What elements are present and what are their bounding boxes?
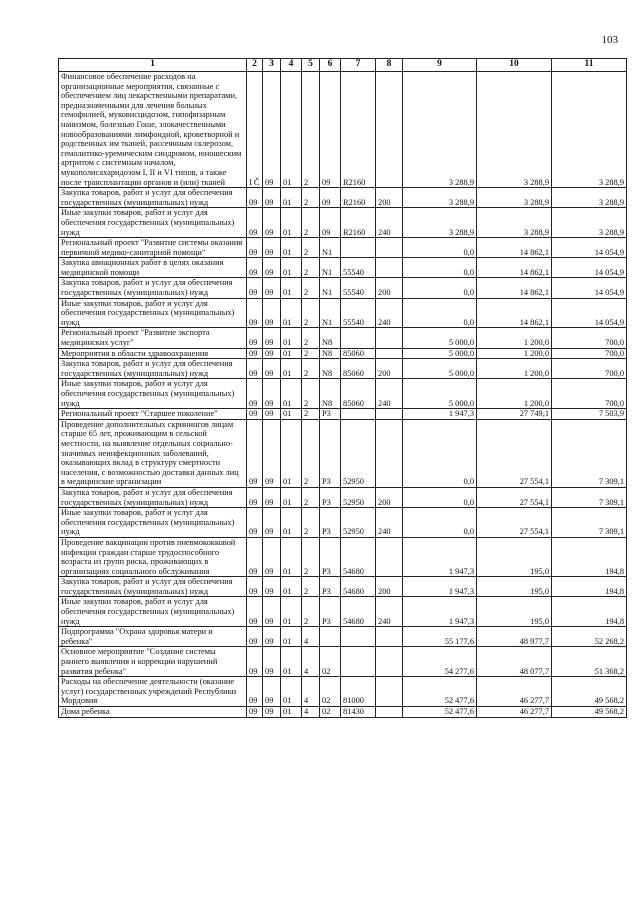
table-row bbox=[59, 508, 627, 538]
code-cell: 09 bbox=[320, 188, 341, 208]
row-name-cell: Иные закупки товаров, работ и услуг для обеспечения государственных (муниципальных) нужд bbox=[59, 379, 247, 409]
code-cell: 55540 bbox=[341, 298, 376, 328]
row-name-cell: Закупка товаров, работ и услуг для обеспечения государственных (муниципальных) нужд bbox=[59, 577, 247, 597]
amount-cell: 48 977,7 bbox=[477, 627, 552, 647]
amount-cell: 194,8 bbox=[552, 597, 627, 627]
code-cell: 09 bbox=[247, 537, 263, 576]
row-name-cell: Закупка авиационных работ в целях оказания медицинской помощи bbox=[59, 258, 247, 278]
column-header: 9 bbox=[403, 59, 477, 72]
code-cell: I Č bbox=[247, 72, 263, 188]
amount-cell: 195,0 bbox=[477, 537, 552, 576]
code-cell: N8 bbox=[320, 348, 341, 359]
code-cell: 2 bbox=[302, 348, 320, 359]
amount-cell: 14 862,1 bbox=[477, 258, 552, 278]
amount-cell: 0,0 bbox=[403, 278, 477, 298]
code-cell: 01 bbox=[281, 379, 302, 409]
code-cell bbox=[376, 647, 403, 677]
amount-cell: 0,0 bbox=[403, 487, 477, 507]
table-header-row bbox=[59, 59, 627, 72]
amount-cell: 3 288,9 bbox=[403, 72, 477, 188]
amount-cell: 3 288,9 bbox=[552, 208, 627, 238]
code-cell: 09 bbox=[247, 707, 263, 718]
code-cell: P3 bbox=[320, 508, 341, 538]
column-header: 2 bbox=[247, 59, 263, 72]
column-header: 5 bbox=[302, 59, 320, 72]
amount-cell: 48 077,7 bbox=[477, 647, 552, 677]
table-row bbox=[59, 238, 627, 258]
code-cell: 09 bbox=[263, 348, 281, 359]
code-cell bbox=[376, 627, 403, 647]
amount-cell: 27 749,1 bbox=[477, 409, 552, 420]
code-cell: 240 bbox=[376, 298, 403, 328]
code-cell: 09 bbox=[247, 647, 263, 677]
amount-cell: 0,0 bbox=[403, 419, 477, 487]
code-cell: N1 bbox=[320, 298, 341, 328]
code-cell: 01 bbox=[281, 328, 302, 348]
amount-cell: 14 054,9 bbox=[552, 258, 627, 278]
code-cell: 54680 bbox=[341, 577, 376, 597]
code-cell: 81430 bbox=[341, 707, 376, 718]
code-cell: 240 bbox=[376, 208, 403, 238]
row-name-cell: Расходы на обеспечение деятельности (оказание услуг) государственных учреждений Республики Мордовия bbox=[59, 677, 247, 707]
code-cell: 01 bbox=[281, 537, 302, 576]
code-cell: P3 bbox=[320, 409, 341, 420]
table-row bbox=[59, 409, 627, 420]
table-row bbox=[59, 258, 627, 278]
code-cell: 09 bbox=[247, 208, 263, 238]
row-name-cell: Иные закупки товаров, работ и услуг для обеспечения государственных (муниципальных) нужд bbox=[59, 597, 247, 627]
table-row bbox=[59, 597, 627, 627]
row-name-cell: Региональный проект "Развитие системы оказания первичной медико-санитарной помощи" bbox=[59, 238, 247, 258]
code-cell: 09 bbox=[247, 577, 263, 597]
code-cell: 09 bbox=[263, 487, 281, 507]
code-cell: 09 bbox=[247, 379, 263, 409]
code-cell: 09 bbox=[247, 238, 263, 258]
code-cell: P3 bbox=[320, 537, 341, 576]
code-cell: 01 bbox=[281, 72, 302, 188]
code-cell: 01 bbox=[281, 577, 302, 597]
code-cell: 09 bbox=[263, 278, 281, 298]
code-cell: P3 bbox=[320, 419, 341, 487]
code-cell: N1 bbox=[320, 238, 341, 258]
code-cell: 09 bbox=[320, 208, 341, 238]
code-cell: 2 bbox=[302, 328, 320, 348]
amount-cell: 3 288,9 bbox=[477, 188, 552, 208]
code-cell: 09 bbox=[263, 72, 281, 188]
code-cell: 200 bbox=[376, 577, 403, 597]
amount-cell: 5 000,0 bbox=[403, 359, 477, 379]
code-cell: 2 bbox=[302, 379, 320, 409]
code-cell: 09 bbox=[263, 647, 281, 677]
code-cell: 200 bbox=[376, 188, 403, 208]
code-cell: P3 bbox=[320, 487, 341, 507]
code-cell: N1 bbox=[320, 278, 341, 298]
code-cell: 2 bbox=[302, 208, 320, 238]
table-row bbox=[59, 348, 627, 359]
code-cell: 09 bbox=[247, 298, 263, 328]
code-cell bbox=[341, 328, 376, 348]
amount-cell: 195,0 bbox=[477, 597, 552, 627]
row-name-cell: Иные закупки товаров, работ и услуг для обеспечения государственных (муниципальных) нужд bbox=[59, 208, 247, 238]
amount-cell: 194,8 bbox=[552, 537, 627, 576]
code-cell: 09 bbox=[247, 328, 263, 348]
amount-cell: 54 277,6 bbox=[403, 647, 477, 677]
code-cell bbox=[320, 627, 341, 647]
amount-cell: 7 309,1 bbox=[552, 508, 627, 538]
table-row bbox=[59, 359, 627, 379]
code-cell: 09 bbox=[247, 348, 263, 359]
code-cell bbox=[376, 238, 403, 258]
row-name-cell: Закупка товаров, работ и услуг для обеспечения государственных (муниципальных) нужд bbox=[59, 487, 247, 507]
amount-cell: 1 947,3 bbox=[403, 537, 477, 576]
code-cell: 52950 bbox=[341, 508, 376, 538]
code-cell: 85060 bbox=[341, 348, 376, 359]
code-cell: 01 bbox=[281, 298, 302, 328]
code-cell: 09 bbox=[263, 677, 281, 707]
code-cell bbox=[341, 647, 376, 677]
row-name-cell: Иные закупки товаров, работ и услуг для обеспечения государственных (муниципальных) нужд bbox=[59, 508, 247, 538]
amount-cell: 1 200,0 bbox=[477, 379, 552, 409]
amount-cell: 0,0 bbox=[403, 238, 477, 258]
code-cell: 09 bbox=[247, 258, 263, 278]
code-cell: 200 bbox=[376, 487, 403, 507]
code-cell: 85060 bbox=[341, 359, 376, 379]
code-cell bbox=[376, 348, 403, 359]
column-header: 8 bbox=[376, 59, 403, 72]
table-row bbox=[59, 72, 627, 188]
code-cell: 01 bbox=[281, 278, 302, 298]
code-cell: 02 bbox=[320, 707, 341, 718]
amount-cell: 52 477,6 bbox=[403, 707, 477, 718]
code-cell: 240 bbox=[376, 597, 403, 627]
code-cell: 09 bbox=[263, 359, 281, 379]
page-number: 103 bbox=[601, 34, 618, 46]
amount-cell: 1 200,0 bbox=[477, 359, 552, 379]
amount-cell: 3 288,9 bbox=[403, 208, 477, 238]
code-cell: 01 bbox=[281, 487, 302, 507]
amount-cell: 5 000,0 bbox=[403, 379, 477, 409]
amount-cell: 14 862,1 bbox=[477, 298, 552, 328]
amount-cell: 27 554,1 bbox=[477, 508, 552, 538]
code-cell: 09 bbox=[263, 238, 281, 258]
code-cell: 09 bbox=[247, 597, 263, 627]
code-cell: 09 bbox=[247, 487, 263, 507]
code-cell: 09 bbox=[263, 627, 281, 647]
amount-cell: 700,0 bbox=[552, 348, 627, 359]
row-name-cell: Закупка товаров, работ и услуг для обеспечения государственных (муниципальных) нужд bbox=[59, 359, 247, 379]
code-cell: 2 bbox=[302, 258, 320, 278]
row-name-cell: Закупка товаров, работ и услуг для обеспечения государственных (муниципальных) нужд bbox=[59, 188, 247, 208]
code-cell: 01 bbox=[281, 359, 302, 379]
code-cell bbox=[376, 707, 403, 718]
amount-cell: 1 947,3 bbox=[403, 597, 477, 627]
table-row bbox=[59, 577, 627, 597]
code-cell: 09 bbox=[263, 188, 281, 208]
code-cell: 2 bbox=[302, 409, 320, 420]
column-header: 7 bbox=[341, 59, 376, 72]
row-name-cell: Региональный проект "Развитие экспорта медицинских услуг" bbox=[59, 328, 247, 348]
amount-cell: 1 947,3 bbox=[403, 409, 477, 420]
table-row bbox=[59, 647, 627, 677]
code-cell: 01 bbox=[281, 508, 302, 538]
amount-cell: 5 000,0 bbox=[403, 348, 477, 359]
amount-cell: 49 568,2 bbox=[552, 677, 627, 707]
code-cell: P3 bbox=[320, 597, 341, 627]
table-row bbox=[59, 208, 627, 238]
code-cell bbox=[376, 409, 403, 420]
row-name-cell: Иные закупки товаров, работ и услуг для обеспечения государственных (муниципальных) нужд bbox=[59, 298, 247, 328]
amount-cell: 5 000,0 bbox=[403, 328, 477, 348]
row-name-cell: Финансовое обеспечение расходов на организационные мероприятия, связанные с обеспечением лиц лекарственными препаратами, предназначенными для лечения больных гемофилией, муковисцидозом, гипофизарным нанизмом, болезнью Гоше, злокачественными новообразованиями лимфоидной, кроветворной и родственных им тканей, рассеянным склерозом, гемолитико-уремическим синдромом, юношеским артритом с системным началом, мукополисахаридозом I, II и VI типов, а также после трансплантации органов и (или) тканей bbox=[59, 72, 247, 188]
amount-cell: 14 054,9 bbox=[552, 278, 627, 298]
amount-cell: 195,0 bbox=[477, 577, 552, 597]
column-header: 10 bbox=[477, 59, 552, 72]
table-row bbox=[59, 298, 627, 328]
code-cell: 09 bbox=[263, 419, 281, 487]
code-cell: 2 bbox=[302, 188, 320, 208]
code-cell: 01 bbox=[281, 188, 302, 208]
amount-cell: 700,0 bbox=[552, 359, 627, 379]
row-name-cell: Подпрограмма "Охрана здоровья матери и ребенка" bbox=[59, 627, 247, 647]
amount-cell: 0,0 bbox=[403, 298, 477, 328]
budget-table bbox=[58, 58, 627, 718]
code-cell: 09 bbox=[263, 379, 281, 409]
code-cell: 01 bbox=[281, 707, 302, 718]
table-row bbox=[59, 487, 627, 507]
code-cell: 01 bbox=[281, 258, 302, 278]
code-cell: 01 bbox=[281, 647, 302, 677]
table-body bbox=[59, 72, 627, 718]
code-cell bbox=[376, 72, 403, 188]
row-name-cell: Закупка товаров, работ и услуг для обеспечения государственных (муниципальных) нужд bbox=[59, 278, 247, 298]
code-cell: 09 bbox=[247, 359, 263, 379]
code-cell: R2160 bbox=[341, 208, 376, 238]
column-header: 4 bbox=[281, 59, 302, 72]
column-header: 1 bbox=[59, 59, 247, 72]
code-cell bbox=[376, 328, 403, 348]
row-name-cell: Проведение вакцинации против пневмококковой инфекции граждан старше трудоспособного возраста из групп риска, проживающих в организациях социального обслуживания bbox=[59, 537, 247, 576]
code-cell: 55540 bbox=[341, 258, 376, 278]
row-name-cell: Мероприятия в области здравоохранения bbox=[59, 348, 247, 359]
code-cell: R2160 bbox=[341, 72, 376, 188]
amount-cell: 1 947,3 bbox=[403, 577, 477, 597]
amount-cell: 3 288,9 bbox=[552, 72, 627, 188]
amount-cell: 7 503,9 bbox=[552, 409, 627, 420]
code-cell: N8 bbox=[320, 359, 341, 379]
row-name-cell: Проведение дополнительных скринингов лицам старше 65 лет, проживающим в сельской местности, на выявление отдельных социально-значимых неинфекционных заболеваний, оказывающих вклад в структуру смертности населения, с возможностью доставки данных лиц в медицинские организации bbox=[59, 419, 247, 487]
table-row bbox=[59, 627, 627, 647]
table-row bbox=[59, 328, 627, 348]
table-row bbox=[59, 677, 627, 707]
code-cell: 09 bbox=[263, 258, 281, 278]
column-header: 6 bbox=[320, 59, 341, 72]
code-cell bbox=[376, 677, 403, 707]
amount-cell: 3 288,9 bbox=[477, 72, 552, 188]
column-header: 3 bbox=[263, 59, 281, 72]
code-cell: 09 bbox=[247, 188, 263, 208]
code-cell: 01 bbox=[281, 208, 302, 238]
code-cell bbox=[376, 258, 403, 278]
code-cell: P3 bbox=[320, 577, 341, 597]
amount-cell: 1 200,0 bbox=[477, 328, 552, 348]
amount-cell: 14 862,1 bbox=[477, 278, 552, 298]
code-cell: 200 bbox=[376, 359, 403, 379]
amount-cell: 14 862,1 bbox=[477, 238, 552, 258]
code-cell: 09 bbox=[247, 677, 263, 707]
row-name-cell: Основное мероприятие "Создание системы раннего выявления и коррекции нарушений развития ребенка" bbox=[59, 647, 247, 677]
code-cell: 09 bbox=[263, 537, 281, 576]
amount-cell: 7 309,1 bbox=[552, 487, 627, 507]
code-cell: 2 bbox=[302, 508, 320, 538]
table-row bbox=[59, 188, 627, 208]
code-cell: 09 bbox=[263, 707, 281, 718]
amount-cell: 194,8 bbox=[552, 577, 627, 597]
code-cell: 81000 bbox=[341, 677, 376, 707]
amount-cell: 7 309,1 bbox=[552, 419, 627, 487]
code-cell: 55540 bbox=[341, 278, 376, 298]
row-name-cell: Дома ребенка bbox=[59, 707, 247, 718]
code-cell: 2 bbox=[302, 577, 320, 597]
code-cell: 09 bbox=[247, 627, 263, 647]
code-cell bbox=[341, 627, 376, 647]
code-cell: 52950 bbox=[341, 487, 376, 507]
code-cell: 52950 bbox=[341, 419, 376, 487]
code-cell: 2 bbox=[302, 278, 320, 298]
amount-cell: 27 554,1 bbox=[477, 419, 552, 487]
code-cell: 4 bbox=[302, 647, 320, 677]
code-cell: 240 bbox=[376, 508, 403, 538]
code-cell: 85060 bbox=[341, 379, 376, 409]
code-cell: 2 bbox=[302, 72, 320, 188]
code-cell: 54680 bbox=[341, 537, 376, 576]
code-cell: 09 bbox=[263, 508, 281, 538]
amount-cell: 0,0 bbox=[403, 508, 477, 538]
table-row bbox=[59, 707, 627, 718]
table-row bbox=[59, 379, 627, 409]
amount-cell: 3 288,9 bbox=[552, 188, 627, 208]
amount-cell: 3 288,9 bbox=[477, 208, 552, 238]
amount-cell: 46 277,7 bbox=[477, 707, 552, 718]
table-row bbox=[59, 278, 627, 298]
amount-cell: 0,0 bbox=[403, 258, 477, 278]
code-cell: 01 bbox=[281, 627, 302, 647]
code-cell: N8 bbox=[320, 379, 341, 409]
amount-cell: 52 268,2 bbox=[552, 627, 627, 647]
amount-cell: 700,0 bbox=[552, 328, 627, 348]
code-cell: 09 bbox=[263, 208, 281, 238]
table-row bbox=[59, 419, 627, 487]
code-cell: 2 bbox=[302, 537, 320, 576]
code-cell: 09 bbox=[263, 577, 281, 597]
code-cell: 2 bbox=[302, 359, 320, 379]
amount-cell: 46 277,7 bbox=[477, 677, 552, 707]
code-cell: 09 bbox=[247, 419, 263, 487]
amount-cell: 52 477,6 bbox=[403, 677, 477, 707]
code-cell: R2160 bbox=[341, 188, 376, 208]
code-cell: 2 bbox=[302, 597, 320, 627]
code-cell bbox=[341, 238, 376, 258]
code-cell: 01 bbox=[281, 419, 302, 487]
code-cell: 01 bbox=[281, 677, 302, 707]
code-cell: 09 bbox=[263, 409, 281, 420]
column-header: 11 bbox=[552, 59, 627, 72]
code-cell: 4 bbox=[302, 707, 320, 718]
amount-cell: 1 200,0 bbox=[477, 348, 552, 359]
code-cell: 2 bbox=[302, 238, 320, 258]
amount-cell: 700,0 bbox=[552, 379, 627, 409]
code-cell: 09 bbox=[320, 72, 341, 188]
amount-cell: 55 177,6 bbox=[403, 627, 477, 647]
amount-cell: 14 054,9 bbox=[552, 238, 627, 258]
code-cell: 4 bbox=[302, 627, 320, 647]
code-cell: N1 bbox=[320, 258, 341, 278]
amount-cell: 51 368,2 bbox=[552, 647, 627, 677]
code-cell: 200 bbox=[376, 278, 403, 298]
code-cell: 02 bbox=[320, 677, 341, 707]
code-cell: 4 bbox=[302, 677, 320, 707]
code-cell: 09 bbox=[247, 508, 263, 538]
code-cell: N8 bbox=[320, 328, 341, 348]
amount-cell: 14 054,9 bbox=[552, 298, 627, 328]
code-cell: 240 bbox=[376, 379, 403, 409]
code-cell: 09 bbox=[263, 298, 281, 328]
code-cell: 01 bbox=[281, 409, 302, 420]
code-cell: 09 bbox=[247, 409, 263, 420]
amount-cell: 3 288,9 bbox=[403, 188, 477, 208]
code-cell bbox=[376, 419, 403, 487]
code-cell: 2 bbox=[302, 487, 320, 507]
code-cell bbox=[341, 409, 376, 420]
amount-cell: 27 554,1 bbox=[477, 487, 552, 507]
row-name-cell: Региональный проект "Старшее поколение" bbox=[59, 409, 247, 420]
table-row bbox=[59, 537, 627, 576]
code-cell: 02 bbox=[320, 647, 341, 677]
code-cell: 2 bbox=[302, 298, 320, 328]
amount-cell: 49 568,2 bbox=[552, 707, 627, 718]
code-cell: 09 bbox=[247, 278, 263, 298]
code-cell: 2 bbox=[302, 419, 320, 487]
code-cell: 01 bbox=[281, 597, 302, 627]
code-cell bbox=[376, 537, 403, 576]
code-cell: 01 bbox=[281, 348, 302, 359]
code-cell: 09 bbox=[263, 597, 281, 627]
code-cell: 09 bbox=[263, 328, 281, 348]
code-cell: 01 bbox=[281, 238, 302, 258]
code-cell: 54680 bbox=[341, 597, 376, 627]
